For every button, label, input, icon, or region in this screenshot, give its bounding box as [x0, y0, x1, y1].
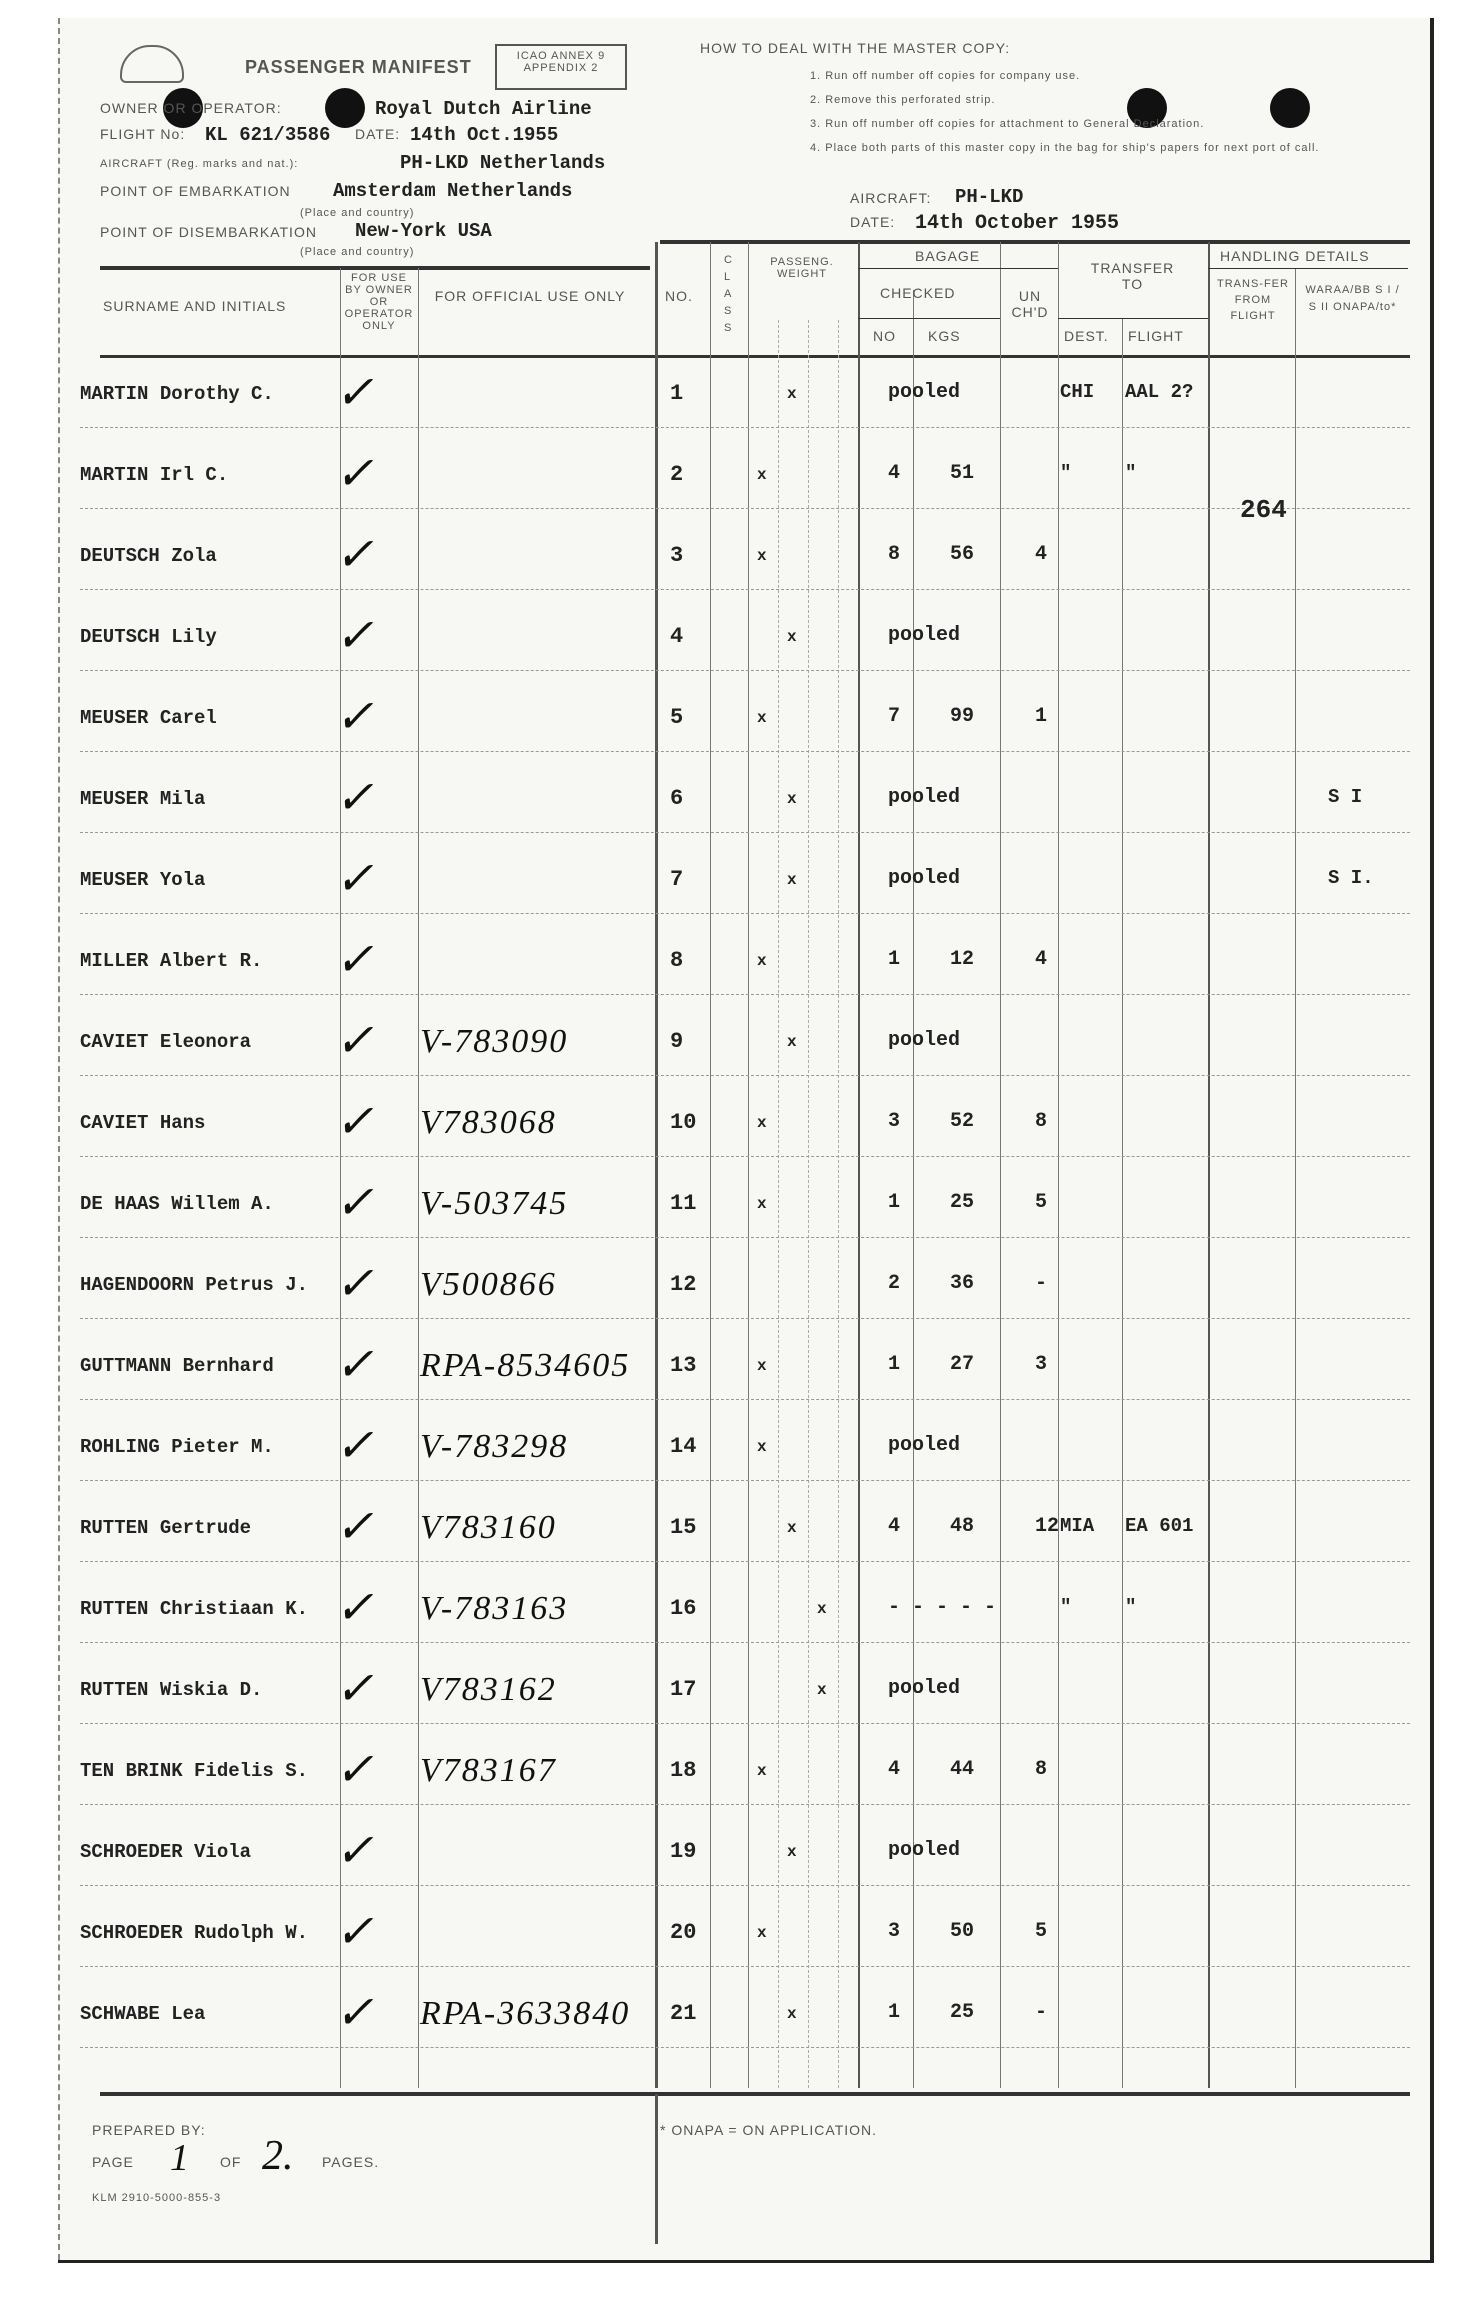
baggage-count: 3: [888, 1110, 901, 1133]
row-number: 12: [670, 1272, 697, 1297]
row-number: 14: [670, 1434, 697, 1459]
weight-mark: x: [787, 385, 797, 403]
footer-rule: [100, 2092, 1410, 2096]
row-separator: [80, 1561, 1410, 1562]
table-row: [80, 1501, 1420, 1552]
row-number: 19: [670, 1839, 697, 1864]
row-number: 16: [670, 1596, 697, 1621]
row-separator: [80, 1723, 1410, 1724]
row-separator: [80, 1075, 1410, 1076]
passenger-name: MARTIN Dorothy C.: [80, 383, 274, 405]
passenger-name: ROHLING Pieter M.: [80, 1436, 274, 1458]
instr-date-value: 14th October 1955: [915, 212, 1120, 235]
handling-detail: S I: [1328, 786, 1363, 808]
unchecked: 8: [1035, 1758, 1048, 1781]
table-row: [80, 448, 1420, 499]
official-number: V-783298: [420, 1428, 569, 1465]
aircraft-label: AIRCRAFT (Reg. marks and nat.):: [100, 158, 299, 170]
baggage-kgs: 48: [950, 1515, 975, 1538]
weight-mark: x: [757, 952, 767, 970]
official-number: V-783163: [420, 1590, 569, 1627]
col-trans-from: TRANS-FER FROM FLIGHT: [1217, 278, 1289, 322]
official-number: V-503745: [420, 1185, 569, 1222]
disembark-value: New-York USA: [355, 220, 492, 242]
table-row: [80, 772, 1420, 823]
passenger-name: MEUSER Yola: [80, 869, 206, 891]
col-divider: [1000, 242, 1001, 2088]
baggage-count: 1: [888, 2001, 901, 2024]
baggage-count: pooled: [888, 1839, 961, 1862]
transfer-flight: ": [1125, 1596, 1137, 1618]
col-handling: HANDLING DETAILS: [1220, 248, 1370, 264]
baggage-count: 1: [888, 1191, 901, 1214]
date-value: 14th Oct.1955: [410, 124, 559, 146]
punch-hole: [325, 88, 365, 128]
table-row: [80, 1177, 1420, 1228]
unchecked: 1: [1035, 705, 1048, 728]
check-tick: ✓: [335, 1177, 374, 1228]
table-row: [80, 1096, 1420, 1147]
col-divider: [858, 242, 860, 2088]
unchecked: -: [1035, 2001, 1048, 2024]
row-number: 1: [670, 381, 684, 406]
instruction-step: 4. Place both parts of this master copy in the bag for ship's papers for next port of call.: [810, 142, 1320, 154]
official-number: V783162: [420, 1671, 557, 1708]
table-row: [80, 1987, 1420, 2038]
col-checked: CHECKED: [880, 285, 956, 301]
punch-hole: [1270, 88, 1310, 128]
passenger-name: GUTTMANN Bernhard: [80, 1355, 274, 1377]
form-code: KLM 2910-5000-855-3: [92, 2192, 222, 2204]
handling-rule: [1208, 268, 1408, 269]
baggage-count: 7: [888, 705, 901, 728]
row-number: 18: [670, 1758, 697, 1783]
handling-detail: S I.: [1328, 867, 1374, 889]
table-top-rule: [100, 266, 650, 270]
row-separator: [80, 1642, 1410, 1643]
baggage-rule: [858, 268, 1058, 269]
col-surname: SURNAME AND INITIALS: [103, 298, 287, 314]
weight-mark: x: [757, 1357, 767, 1375]
col-baggage: BAGAGE: [915, 248, 981, 264]
col-owner-use: FOR USE BY OWNER OR OPERATOR ONLY: [344, 272, 414, 332]
check-tick: ✓: [335, 1825, 374, 1876]
perforated-edge: [58, 18, 70, 2260]
row-separator: [80, 1237, 1410, 1238]
row-number: 17: [670, 1677, 697, 1702]
col-flight: FLIGHT: [1128, 328, 1184, 344]
row-separator: [80, 589, 1410, 590]
transfer-flight: EA 601: [1125, 1515, 1194, 1537]
baggage-count: 4: [888, 1758, 901, 1781]
row-separator: [80, 508, 1410, 509]
disembark-label: POINT OF DISEMBARKATION: [100, 224, 317, 240]
weight-mark: x: [757, 1114, 767, 1132]
table-row: [80, 853, 1420, 904]
passenger-name: MILLER Albert R.: [80, 950, 263, 972]
baggage-kgs: 44: [950, 1758, 975, 1781]
prepared-by-label: PREPARED BY:: [92, 2122, 206, 2138]
check-tick: ✓: [335, 1015, 374, 1066]
owner-label: OWNER OR OPERATOR:: [100, 100, 282, 116]
row-separator: [80, 670, 1410, 671]
col-official-use: FOR OFFICIAL USE ONLY: [434, 288, 626, 304]
col-divider: [748, 242, 749, 2088]
unchecked: -: [1035, 1272, 1048, 1295]
table-row: [80, 1906, 1420, 1957]
col-divider: [1058, 242, 1059, 2088]
weight-mark: x: [787, 628, 797, 646]
row-separator: [80, 1885, 1410, 1886]
check-tick: ✓: [335, 853, 374, 904]
table-row: [80, 1744, 1420, 1795]
unchecked: 4: [1035, 948, 1048, 971]
weight-mark: x: [787, 871, 797, 889]
instr-aircraft-value: PH-LKD: [955, 186, 1024, 208]
date-label: DATE:: [355, 126, 401, 142]
transfer-dest: ": [1060, 1596, 1072, 1618]
row-number: 11: [670, 1191, 697, 1216]
embark-label: POINT OF EMBARKATION: [100, 183, 291, 199]
transfer-rule: [1058, 318, 1208, 319]
owner-value: Royal Dutch Airline: [375, 98, 592, 120]
row-separator: [80, 1480, 1410, 1481]
check-tick: ✓: [335, 934, 374, 985]
check-tick: ✓: [335, 691, 374, 742]
weight-mark: x: [817, 1681, 827, 1699]
row-number: 21: [670, 2001, 697, 2026]
baggage-count: 1: [888, 1353, 901, 1376]
col-dest: DEST.: [1064, 328, 1109, 344]
passenger-name: DE HAAS Willem A.: [80, 1193, 274, 1215]
pages-label: PAGES.: [322, 2154, 380, 2170]
row-number: 7: [670, 867, 684, 892]
check-tick: ✓: [335, 1501, 374, 1552]
baggage-kgs: 99: [950, 705, 975, 728]
official-number: V783167: [420, 1752, 557, 1789]
passenger-name: TEN BRINK Fidelis S.: [80, 1760, 309, 1782]
form-title: PASSENGER MANIFEST: [245, 57, 472, 77]
check-tick: ✓: [335, 1906, 374, 1957]
col-passeng-weight: PASSENG. WEIGHT: [770, 256, 834, 280]
table-row: [80, 1015, 1420, 1066]
check-tick: ✓: [335, 1582, 374, 1633]
baggage-kgs: 27: [950, 1353, 975, 1376]
table-row: [80, 610, 1420, 661]
unchecked: 5: [1035, 1920, 1048, 1943]
embark-sub: (Place and country): [300, 207, 415, 219]
transfer-dest: CHI: [1060, 381, 1095, 403]
row-separator: [80, 832, 1410, 833]
col-checked-no: NO: [873, 328, 896, 344]
header-bottom-rule: [100, 355, 1410, 358]
baggage-kgs: 25: [950, 1191, 975, 1214]
table-row: [80, 1258, 1420, 1309]
row-number: 9: [670, 1029, 684, 1054]
baggage-count: pooled: [888, 381, 961, 404]
col-divider: [655, 242, 658, 2088]
baggage-count: 2: [888, 1272, 901, 1295]
row-separator: [80, 2047, 1410, 2048]
of-value: 2.: [262, 2133, 294, 2179]
row-separator: [80, 1318, 1410, 1319]
col-unchd: UN CH'D: [1011, 288, 1049, 320]
instruction-step: 2. Remove this perforated strip.: [810, 94, 996, 106]
passenger-name: DEUTSCH Lily: [80, 626, 217, 648]
check-tick: ✓: [335, 610, 374, 661]
footer-divider: [655, 2094, 658, 2244]
table-row: [80, 1825, 1420, 1876]
of-label: OF: [220, 2154, 242, 2170]
weight-mark: x: [787, 1033, 797, 1051]
table-row: [80, 367, 1420, 418]
flight-value: KL 621/3586: [205, 124, 331, 146]
instructions-title: HOW TO DEAL WITH THE MASTER COPY:: [700, 40, 1011, 56]
official-number: RPA-3633840: [420, 1995, 631, 2032]
weight-mark: x: [787, 2005, 797, 2023]
col-class: CLASS: [724, 254, 733, 334]
baggage-kgs: 12: [950, 948, 975, 971]
transfer-flight: AAL 2?: [1125, 381, 1194, 403]
icao-ref-2: APPENDIX 2: [523, 62, 599, 74]
baggage-count: pooled: [888, 786, 961, 809]
instr-aircraft-label: AIRCRAFT:: [850, 190, 932, 206]
col-transfer: TRANSFER TO: [1090, 260, 1175, 292]
instr-date-label: DATE:: [850, 214, 896, 230]
weight-mark: x: [757, 547, 767, 565]
table-row: [80, 1663, 1420, 1714]
check-tick: ✓: [335, 367, 374, 418]
official-number: V500866: [420, 1266, 557, 1303]
passenger-name: RUTTEN Christiaan K.: [80, 1598, 309, 1620]
baggage-count: 4: [888, 1515, 901, 1538]
row-separator: [80, 1156, 1410, 1157]
passenger-name: RUTTEN Wiskia D.: [80, 1679, 263, 1701]
row-separator: [80, 751, 1410, 752]
official-number: V783160: [420, 1509, 557, 1546]
check-tick: ✓: [335, 529, 374, 580]
weight-mark: x: [757, 1195, 767, 1213]
row-separator: [80, 1966, 1410, 1967]
passenger-name: MEUSER Carel: [80, 707, 217, 729]
row-separator: [80, 1804, 1410, 1805]
row-number: 4: [670, 624, 684, 649]
weight-mark: x: [757, 1438, 767, 1456]
col-divider: [710, 242, 711, 2088]
transfer-dest: MIA: [1060, 1515, 1095, 1537]
baggage-count: pooled: [888, 867, 961, 890]
onapa-note: * ONAPA = ON APPLICATION.: [660, 2122, 878, 2138]
weight-mark: x: [787, 1519, 797, 1537]
transfer-dest: ": [1060, 462, 1072, 484]
row-number: 2: [670, 462, 684, 487]
disembark-sub: (Place and country): [300, 246, 415, 258]
baggage-count: 8: [888, 543, 901, 566]
passenger-name: CAVIET Hans: [80, 1112, 206, 1134]
unchecked: 3: [1035, 1353, 1048, 1376]
row-separator: [80, 427, 1410, 428]
page-label: PAGE: [92, 2154, 134, 2170]
page-value: 1: [170, 2137, 189, 2179]
official-number: V783068: [420, 1104, 557, 1141]
weight-mark: x: [757, 1762, 767, 1780]
check-tick: ✓: [335, 1096, 374, 1147]
col-checked-kgs: KGS: [928, 328, 961, 344]
baggage-count: 3: [888, 1920, 901, 1943]
baggage-count: pooled: [888, 1677, 961, 1700]
row-number: 3: [670, 543, 684, 568]
baggage-kgs: 25: [950, 2001, 975, 2024]
table-row: [80, 1420, 1420, 1471]
transfer-flight: ": [1125, 462, 1137, 484]
check-tick: ✓: [335, 1987, 374, 2038]
check-tick: ✓: [335, 1339, 374, 1390]
passenger-name: MARTIN Irl C.: [80, 464, 229, 486]
row-separator: [80, 913, 1410, 914]
baggage-kgs: 36: [950, 1272, 975, 1295]
check-tick: ✓: [335, 1663, 374, 1714]
row-number: 6: [670, 786, 684, 811]
baggage-count: 1: [888, 948, 901, 971]
check-tick: ✓: [335, 448, 374, 499]
official-number: V-783090: [420, 1023, 569, 1060]
row-number: 20: [670, 1920, 697, 1945]
table-row: [80, 691, 1420, 742]
official-number: RPA-8534605: [420, 1347, 631, 1384]
baggage-count: pooled: [888, 624, 961, 647]
col-divider: [1208, 242, 1210, 2088]
passenger-name: DEUTSCH Zola: [80, 545, 217, 567]
table-top-rule-right: [660, 240, 1410, 244]
baggage-kgs: 56: [950, 543, 975, 566]
check-tick: ✓: [335, 1744, 374, 1795]
table-row: [80, 1582, 1420, 1633]
passenger-name: CAVIET Eleonora: [80, 1031, 252, 1053]
weight-mark: x: [817, 1600, 827, 1618]
col-waraa: WARAA/BB S I / S II ONAPA/to*: [1305, 284, 1400, 313]
unchecked: 12: [1035, 1515, 1060, 1538]
passenger-name: SCHROEDER Rudolph W.: [80, 1922, 309, 1944]
weight-mark: x: [787, 790, 797, 808]
row-number: 10: [670, 1110, 697, 1135]
unchecked: 8: [1035, 1110, 1048, 1133]
check-tick: ✓: [335, 1258, 374, 1309]
flight-label: FLIGHT No:: [100, 126, 186, 142]
weight-mark: x: [757, 466, 767, 484]
embark-value: Amsterdam Netherlands: [333, 180, 573, 202]
unchecked: 5: [1035, 1191, 1048, 1214]
passenger-name: SCHROEDER Viola: [80, 1841, 252, 1863]
row-number: 15: [670, 1515, 697, 1540]
checked-rule: [858, 318, 1000, 319]
unchecked: 4: [1035, 543, 1048, 566]
weight-mark: x: [757, 1924, 767, 1942]
weight-mark: x: [757, 709, 767, 727]
passenger-name: MEUSER Mila: [80, 788, 206, 810]
baggage-count: - - - - -: [888, 1596, 997, 1619]
passenger-name: HAGENDOORN Petrus J.: [80, 1274, 309, 1296]
instruction-step: 3. Run off number off copies for attachment to General Declaration.: [810, 118, 1205, 130]
row-number: 8: [670, 948, 684, 973]
table-row: [80, 934, 1420, 985]
col-no: NO.: [665, 288, 693, 304]
table-row: [80, 1339, 1420, 1390]
baggage-count: 4: [888, 462, 901, 485]
weight-mark: x: [787, 1843, 797, 1861]
check-tick: ✓: [335, 772, 374, 823]
icao-box: [495, 44, 627, 90]
passenger-name: SCHWABE Lea: [80, 2003, 206, 2025]
table-row: [80, 529, 1420, 580]
aircraft-value: PH-LKD Netherlands: [400, 152, 606, 174]
baggage-count: pooled: [888, 1029, 961, 1052]
passenger-name: RUTTEN Gertrude: [80, 1517, 252, 1539]
row-number: 13: [670, 1353, 697, 1378]
instruction-step: 1. Run off number off copies for company use.: [810, 70, 1081, 82]
row-separator: [80, 1399, 1410, 1400]
margin-annotation: 264: [1240, 495, 1287, 525]
row-number: 5: [670, 705, 684, 730]
baggage-kgs: 51: [950, 462, 975, 485]
row-separator: [80, 994, 1410, 995]
check-tick: ✓: [335, 1420, 374, 1471]
baggage-kgs: 50: [950, 1920, 975, 1943]
baggage-count: pooled: [888, 1434, 961, 1457]
baggage-kgs: 52: [950, 1110, 975, 1133]
icao-ref-1: ICAO ANNEX 9: [516, 50, 606, 62]
